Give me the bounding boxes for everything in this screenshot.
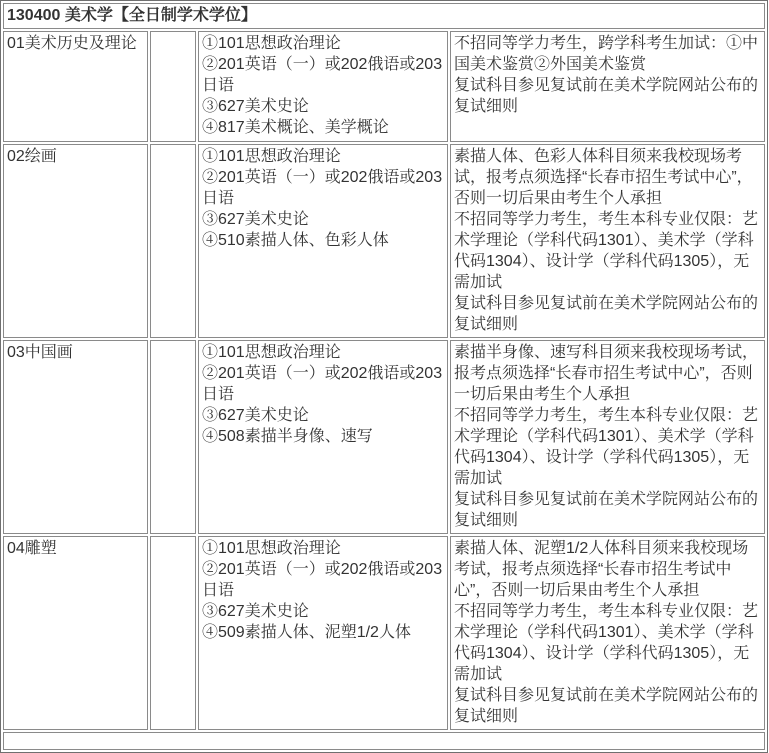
remark-paragraph: 素描人体、泥塑1/2人体科目须来我校现场考试，报考点须选择“长春市招生考试中心”，否则一切后果由考生个人承担 [454, 540, 749, 599]
subject-line: ④510素描人体、色彩人体 [202, 232, 389, 249]
subject-line: ④509素描人体、泥塑1/2人体 [202, 624, 411, 641]
subject-line: ②201英语（一）或202俄语或203日语 [202, 169, 443, 207]
subject-line: ①101思想政治理论 [202, 35, 341, 52]
subject-line: ②201英语（一）或202俄语或203日语 [202, 56, 443, 94]
major-cell: 01美术历史及理论 [3, 31, 148, 142]
remarks-cell [450, 340, 765, 534]
major-cell: 03中国画 [3, 340, 148, 534]
subject-line: ①101思想政治理论 [202, 148, 341, 165]
section-header-row [3, 3, 765, 29]
subjects-cell [198, 31, 448, 142]
major-cell: 02绘画 [3, 144, 148, 338]
next-section-row [3, 732, 765, 750]
table-row [3, 340, 765, 534]
subject-line: ④508素描半身像、速写 [202, 428, 373, 445]
remarks-cell [450, 144, 765, 338]
subjects-cell [198, 144, 448, 338]
table-row [3, 536, 765, 730]
remark-paragraph: 不招同等学力考生，考生本科专业仅限：艺术学理论（学科代码1301）、美术学（学科代码1304）、设计学（学科代码1305），无需加试 [454, 603, 759, 683]
blank-cell [150, 340, 196, 534]
remarks-cell [450, 536, 765, 730]
next-section-cell [3, 732, 765, 750]
subject-line: ④817美术概论、美学概论 [202, 119, 389, 136]
remark-paragraph: 复试科目参见复试前在美术学院网站公布的复试细则 [454, 491, 759, 529]
table-row [3, 31, 765, 142]
blank-cell [150, 536, 196, 730]
subject-line: ③627美术史论 [202, 407, 309, 424]
remark-paragraph: 不招同等学力考生，考生本科专业仅限：艺术学理论（学科代码1301）、美术学（学科代码1304）、设计学（学科代码1305），无需加试 [454, 407, 759, 487]
next-section-body [3, 732, 765, 750]
table-body [3, 31, 765, 730]
subject-line: ③627美术史论 [202, 603, 309, 620]
subject-line: ②201英语（一）或202俄语或203日语 [202, 365, 443, 403]
remark-paragraph: 素描人体、色彩人体科目须来我校现场考试，报考点须选择“长春市招生考试中心”，否则一切后果由考生个人承担 [454, 148, 753, 207]
subjects-cell [198, 340, 448, 534]
remark-paragraph: 素描半身像、速写科目须来我校现场考试，报考点须选择“长春市招生考试中心”，否则一切后果由考生个人承担 [454, 344, 759, 403]
blank-cell [150, 144, 196, 338]
remark-paragraph: 复试科目参见复试前在美术学院网站公布的复试细则 [454, 687, 759, 725]
subject-line: ③627美术史论 [202, 98, 309, 115]
blank-cell [150, 31, 196, 142]
subject-line: ①101思想政治理论 [202, 344, 341, 361]
subject-line: ②201英语（一）或202俄语或203日语 [202, 561, 443, 599]
remark-paragraph: 不招同等学力考生，考生本科专业仅限：艺术学理论（学科代码1301）、美术学（学科代码1304）、设计学（学科代码1305），无需加试 [454, 211, 759, 291]
subjects-cell [198, 536, 448, 730]
remarks-cell [450, 31, 765, 142]
section-header-cell: 130400 美术学【全日制学术学位】 [3, 3, 765, 29]
remark-paragraph: 复试科目参见复试前在美术学院网站公布的复试细则 [454, 77, 759, 115]
major-cell: 04雕塑 [3, 536, 148, 730]
table-row [3, 144, 765, 338]
subject-line: ③627美术史论 [202, 211, 309, 228]
subject-line: ①101思想政治理论 [202, 540, 341, 557]
remark-paragraph: 不招同等学力考生，跨学科考生加试：①中国美术鉴赏②外国美术鉴赏 [454, 35, 759, 73]
remark-paragraph: 复试科目参见复试前在美术学院网站公布的复试细则 [454, 295, 759, 333]
section-header-body [3, 3, 765, 29]
